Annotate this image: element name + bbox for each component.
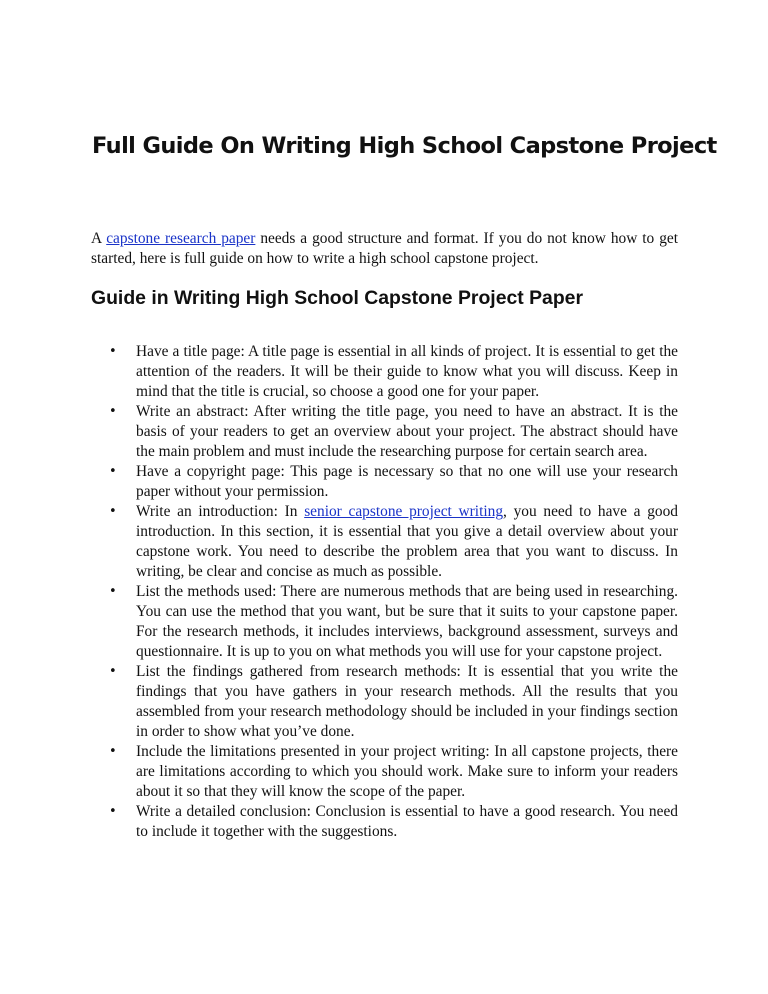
guide-item-introduction — [109, 502, 678, 582]
intro-text-end: needs a good structure and format. If you do not know how to get started, here is full guide on how to write a high school capstone project. — [91, 230, 678, 267]
bullet-icon: • — [109, 804, 117, 819]
guide-item-conclusion — [109, 802, 678, 842]
bullet-icon: • — [109, 464, 117, 479]
guide-item-text: List the findings gathered from research methods: It is essential that you write the findings that you have gathers in your research methods. All the results that you assembled from your research methodology should be included in your findings section in order to show what you’ve done. — [136, 663, 678, 740]
intro-text-start: A — [91, 230, 107, 247]
guide-item-text: Have a title page: A title page is essential in all kinds of project. It is essential to get the attention of the readers. It will be their guide to know what you will discuss. Keep in mind that the title is crucial, so choose a good one for your paper. — [136, 343, 678, 400]
bullet-icon: • — [109, 344, 117, 359]
guide-item-copyright-page — [109, 462, 678, 502]
guide-item-title-page — [109, 342, 678, 402]
guide-item-text: Include the limitations presented in your project writing: In all capstone projects, there are limitations according to which you should work. Make sure to inform your readers about it so that they will know the scope of the paper. — [136, 743, 678, 800]
bullet-icon: • — [109, 664, 117, 679]
bullet-icon: • — [109, 744, 117, 759]
guide-item-abstract — [109, 402, 678, 462]
guide-item-limitations — [109, 742, 678, 802]
guide-list — [109, 342, 678, 842]
bullet-icon: • — [109, 504, 117, 519]
capstone-research-paper-link[interactable]: capstone research paper — [106, 230, 256, 247]
intro-paragraph — [91, 229, 678, 269]
guide-item-findings — [109, 662, 678, 742]
guide-item-text-end: , you need to have a good introduction. In this section, it is essential that you give a detail overview about your capstone work. You need to describe the problem area that you want to discuss. In writing, be clear and concise as much as possible. — [136, 503, 678, 580]
bullet-icon: • — [109, 584, 117, 599]
guide-item-text: Write an abstract: After writing the title page, you need to have an abstract. It is the basis of your readers to get an overview about your project. The abstract should have the main problem and must include the researching purpose for certain search area. — [136, 403, 678, 460]
bullet-icon: • — [109, 404, 117, 419]
guide-item-text: Write a detailed conclusion: Conclusion is essential to have a good research. You need to include it together with the suggestions. — [136, 803, 678, 840]
guide-item-text: List the methods used: There are numerous methods that are being used in researching. You can use the method that you want, but be sure that it suits to your capstone paper. For the research methods, it includes interviews, background assessment, surveys and questionnaire. It is up to you on what methods you will use for your capstone project. — [136, 583, 678, 660]
guide-item-text-start: Write an introduction: In — [136, 503, 305, 520]
senior-capstone-project-writing-link[interactable]: senior capstone project writing — [304, 503, 504, 520]
guide-item-text: Have a copyright page: This page is necessary so that no one will use your research paper without your permission. — [136, 463, 678, 500]
section-heading: Guide in Writing High School Capstone Project Paper — [91, 287, 583, 309]
guide-item-methods — [109, 582, 678, 662]
document-title: Full Guide On Writing High School Capstone Project — [92, 133, 717, 159]
